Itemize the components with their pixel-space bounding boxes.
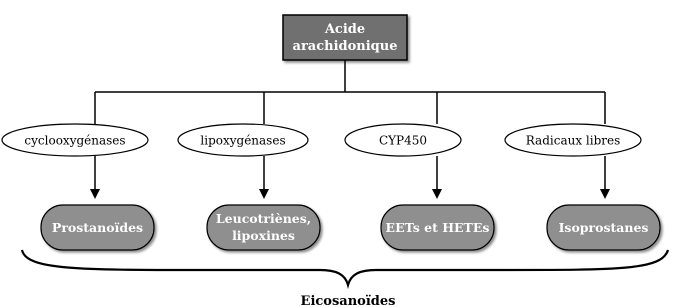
connectors [95,60,605,124]
enzyme-label-2: lipoxygénases [200,133,286,148]
enzyme-4 [505,124,641,156]
enzyme-2 [178,124,308,156]
enzyme-label-4: Radicaux libres [525,133,621,148]
enzyme-3 [345,124,461,156]
product-3 [381,205,494,250]
arrows [95,156,605,197]
product-label-2-line-2: lipoxines [232,228,295,243]
root-label-line-1: Acide [324,22,366,37]
enzyme-label-3: CYP450 [378,133,428,148]
product-2 [207,205,320,250]
root-label-line-2: arachidonique [292,39,398,54]
product-4 [547,205,660,250]
product-label-1: Prostanoïdes [51,220,144,235]
product-label-4: Isoprostanes [558,220,649,235]
product-label-2-line-1: Leucotriènes, [215,211,312,226]
grouping-brace [22,250,668,285]
enzyme-1 [2,124,148,156]
root-node [283,15,407,60]
product-label-3: EETs et HETEs [385,220,490,235]
product-1 [41,205,154,250]
group-label: Eicosanoïdes [300,294,396,307]
enzyme-label-1: cyclooxygénases [24,133,126,148]
